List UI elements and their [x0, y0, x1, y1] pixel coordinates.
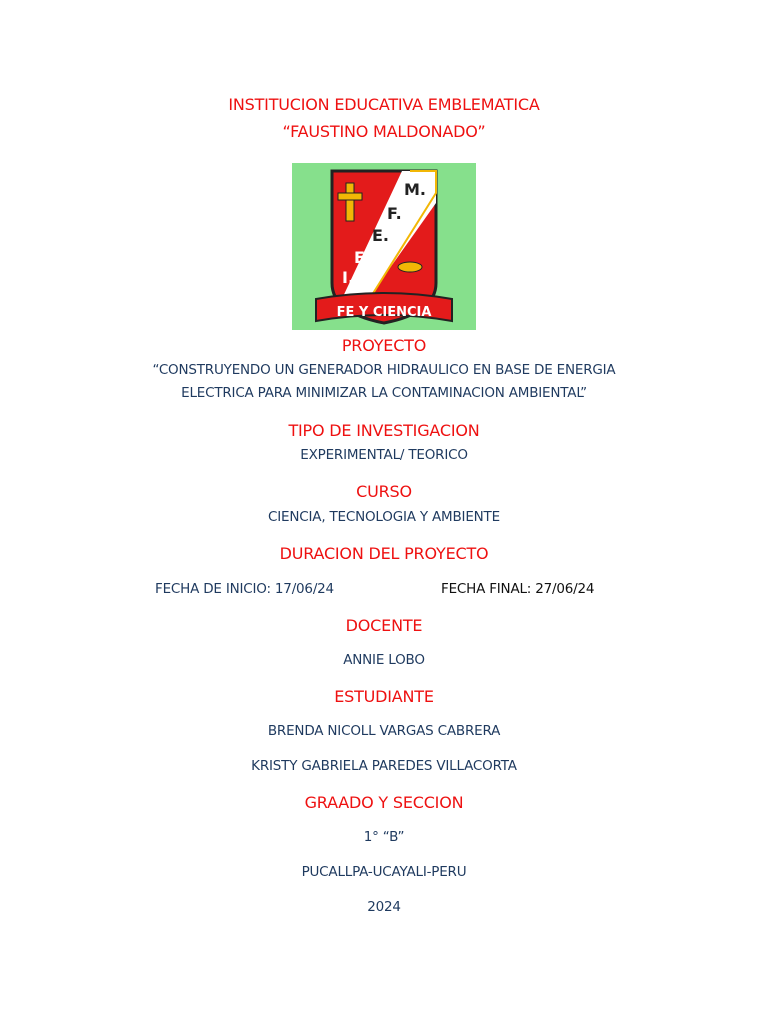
curso-value: CIENCIA, TECNOLOGIA Y AMBIENTE: [268, 509, 500, 525]
logo-letter-e2: E.: [354, 248, 372, 267]
proyecto-heading: PROYECTO: [341, 336, 427, 355]
grado-heading: GRAADO Y SECCION: [304, 793, 464, 812]
location-text: PUCALLPA-UCAYALI-PERU: [301, 864, 467, 880]
fecha-final: FECHA FINAL: 27/06/24: [441, 581, 595, 597]
grado-value: 1° “B”: [363, 829, 405, 845]
fecha-inicio: FECHA DE INICIO: 17/06/24: [155, 581, 334, 597]
logo-letter-f: F.: [387, 204, 402, 223]
docente-name: ANNIE LOBO: [343, 652, 425, 668]
duracion-heading: DURACION DEL PROYECTO: [279, 544, 489, 563]
proyecto-title-line2: ELECTRICA PARA MINIMIZAR LA CONTAMINACION AMBIENTAL”: [181, 385, 587, 401]
logo-letter-i: I.: [342, 268, 355, 287]
proyecto-title-line1: “CONSTRUYENDO UN GENERADOR HIDRAULICO EN BASE DE ENERGIA: [152, 362, 616, 378]
logo-motto: FE Y CIENCIA: [336, 305, 432, 320]
curso-heading: CURSO: [356, 482, 412, 501]
estudiante-heading: ESTUDIANTE: [334, 687, 434, 706]
docente-heading: DOCENTE: [345, 616, 423, 635]
logo-letter-e1: E.: [372, 226, 390, 245]
institution-subtitle: “FAUSTINO MALDONADO”: [282, 122, 486, 141]
estudiante-name-1: BRENDA NICOLL VARGAS CABRERA: [267, 723, 501, 739]
institution-name: INSTITUCION EDUCATIVA EMBLEMATICA: [228, 95, 540, 114]
estudiante-name-2: KRISTY GABRIELA PAREDES VILLACORTA: [251, 758, 517, 774]
year-text: 2024: [367, 899, 401, 915]
tipo-heading: TIPO DE INVESTIGACION: [288, 421, 480, 440]
school-shield-logo: [292, 163, 476, 330]
logo-letter-m: M.: [404, 180, 426, 199]
tipo-value: EXPERIMENTAL/ TEORICO: [300, 447, 468, 463]
